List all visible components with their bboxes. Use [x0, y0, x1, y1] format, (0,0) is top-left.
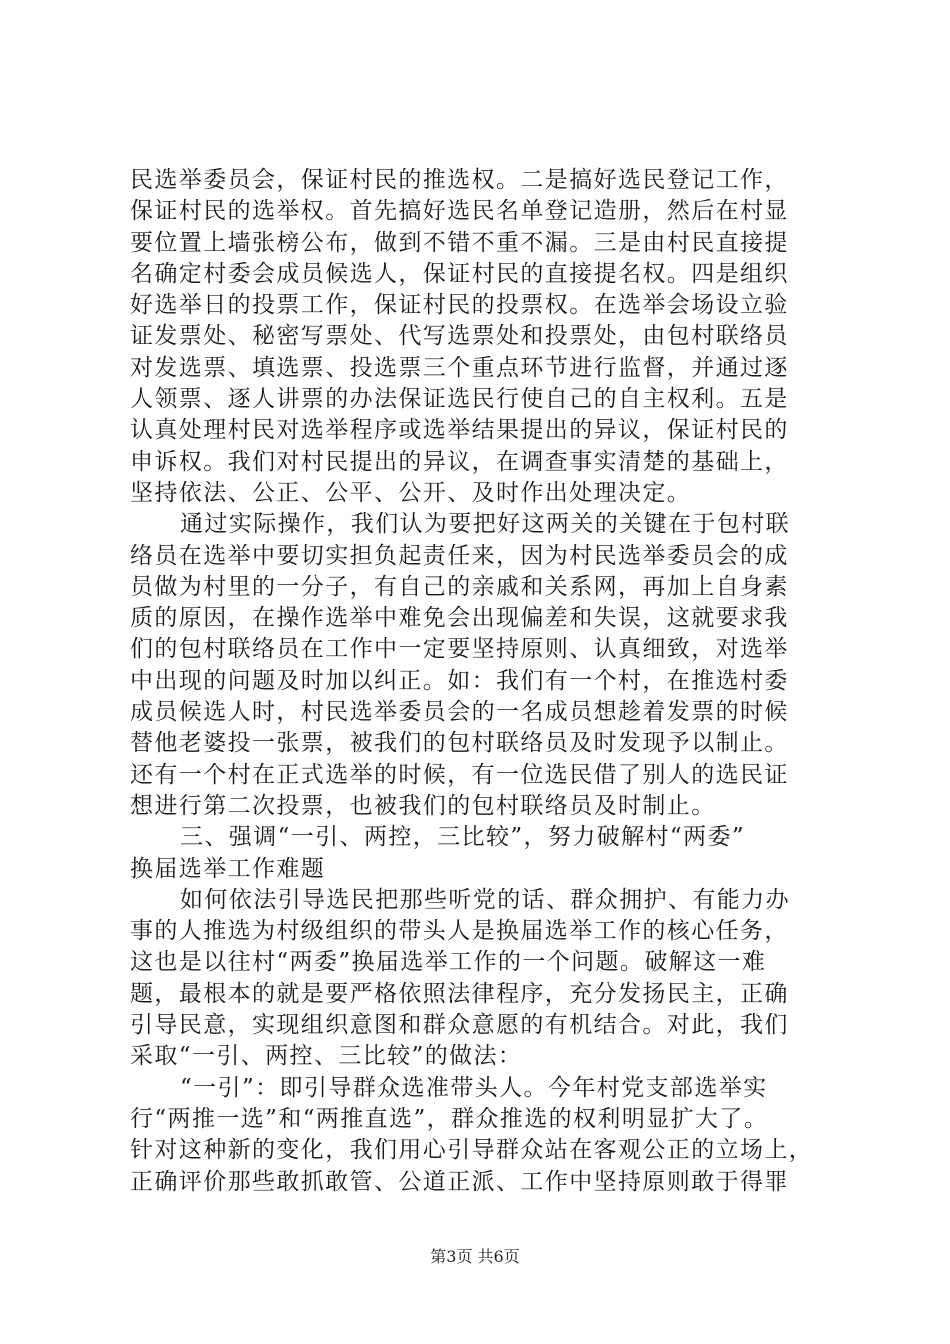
text-line: 要位置上墙张榜公布，做到不错不重不漏。三是由村民直接提	[130, 229, 789, 256]
text-line: 针对这种新的变化，我们用心引导群众站在客观公正的立场上，	[130, 1137, 814, 1164]
text-line: 好选举日的投票工作，保证村民的投票权。在选举会场设立验	[130, 292, 789, 319]
text-line: 换届选举工作难题	[130, 855, 326, 882]
text-line: 如何依法引导选民把那些听党的话、群众拥护、有能力办	[180, 886, 790, 913]
page-footer: 第3页 共6页	[430, 1247, 520, 1266]
text-line: 对发选票、填选票、投选票三个重点环节进行监督，并通过逐	[130, 354, 789, 381]
text-line: 民选举委员会，保证村民的推选权。二是搞好选民登记工作，	[130, 167, 789, 193]
text-line: 引导民意，实现组织意图和群众意愿的有机结合。对此，我们	[130, 1012, 789, 1039]
text-line: 正确评价那些敢抓敢管、公道正派、工作中坚持原则敢于得罪	[130, 1168, 789, 1195]
text-line: 们的包村联络员在工作中一定要坚持原则、认真细致，对选举	[130, 636, 789, 663]
text-line: 人领票、逐人讲票的办法保证选民行使自己的自主权利。五是	[130, 386, 789, 413]
text-line: 员做为村里的一分子，有自己的亲戚和关系网，再加上自身素	[130, 573, 789, 600]
text-line: “一引”：即引导群众选准带头人。今年村党支部选举实	[180, 1074, 768, 1101]
text-line: 申诉权。我们对村民提出的异议，在调查事实清楚的基础上，	[130, 448, 789, 475]
text-line: 采取“一引、两控、三比较”的做法：	[130, 1043, 523, 1070]
text-line: 行“两推一选”和“两推直选”，群众推选的权利明显扩大了。	[130, 1105, 769, 1132]
text-line: 还有一个村在正式选举的时候，有一位选民借了别人的选民证	[130, 761, 789, 788]
text-line: 证发票处、秘密写票处、代写选票处和投票处，由包村联络员	[130, 323, 789, 350]
text-line: 保证村民的选举权。首先搞好选民名单登记造册，然后在村显	[130, 198, 789, 225]
text-line: 事的人推选为村级组织的带头人是换届选举工作的核心任务，	[130, 918, 789, 945]
text-line: 题，最根本的就是要严格依照法律程序，充分发扬民主，正确	[130, 980, 789, 1007]
text-line: 替他老婆投一张票，被我们的包村联络员及时发现予以制止。	[130, 730, 789, 757]
text-line: 这也是以往村“两委”换届选举工作的一个问题。破解这一难	[130, 949, 767, 976]
text-line: 三、强调“一引、两控，三比较”，努力破解村“两委”	[180, 824, 746, 851]
text-line: 成员候选人时，村民选举委员会的一名成员想趁着发票的时候	[130, 699, 789, 726]
text-line: 坚持依法、公正、公平、公开、及时作出处理决定。	[130, 479, 692, 506]
text-line: 中出现的问题及时加以纠正。如：我们有一个村，在推选村委	[130, 667, 789, 694]
text-line: 质的原因，在操作选举中难免会出现偏差和失误，这就要求我	[130, 605, 789, 632]
text-line: 名确定村委会成员候选人，保证村民的直接提名权。四是组织	[130, 260, 789, 287]
text-line: 认真处理村民对选举程序或选举结果提出的异议，保证村民的	[130, 417, 789, 444]
text-line: 想进行第二次投票，也被我们的包村联络员及时制止。	[130, 792, 716, 819]
text-line: 通过实际操作，我们认为要把好这两关的关键在于包村联	[180, 511, 790, 538]
text-line: 络员在选举中要切实担负起责任来，因为村民选举委员会的成	[130, 542, 789, 569]
document-body	[130, 165, 830, 1198]
